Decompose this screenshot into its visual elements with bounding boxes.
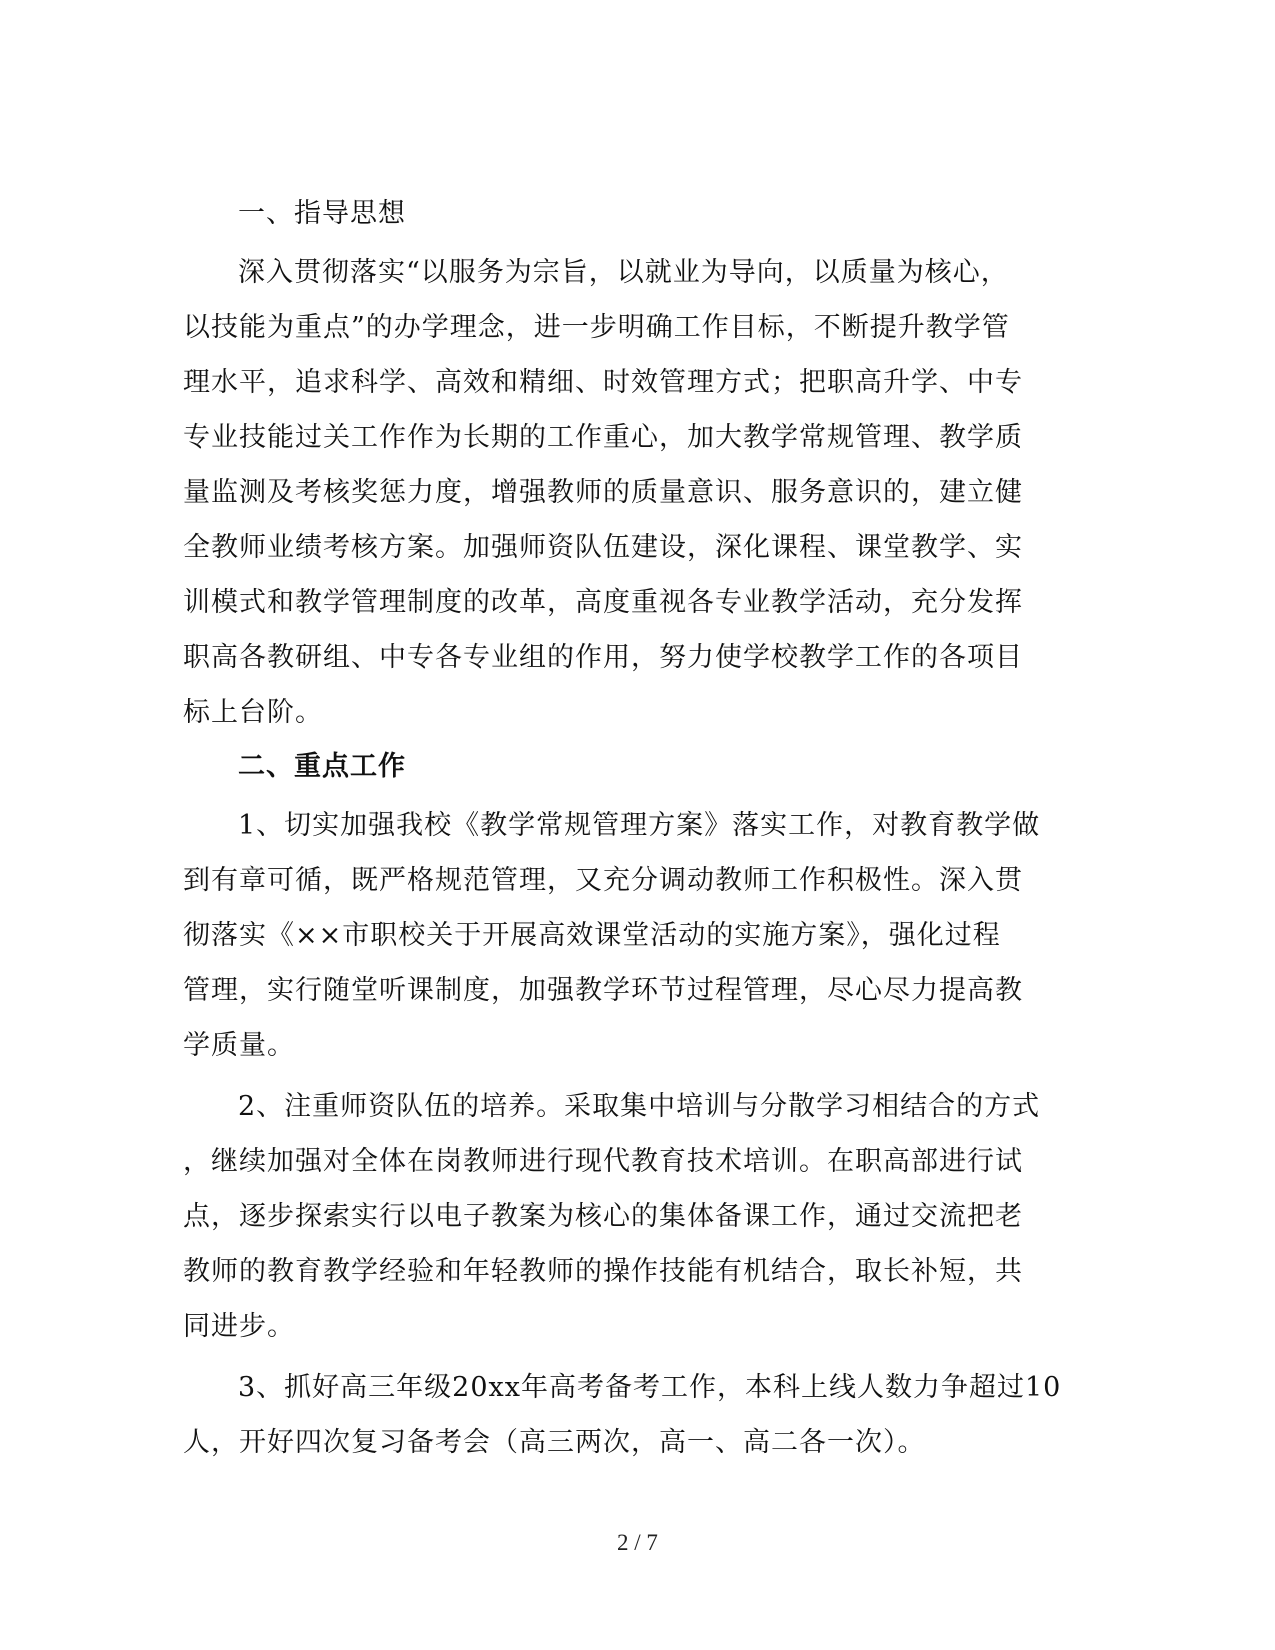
text-line: 全教师业绩考核方案。加强师资队伍建设，深化课程、课堂教学、实 [183,532,1023,563]
text-line: 职高各教研组、中专各专业组的作用，努力使学校教学工作的各项目 [183,642,1023,673]
text-line: 管理，实行随堂听课制度，加强教学环节过程管理，尽心尽力提高教 [183,975,1023,1006]
text-line: 3、抓好高三年级20xx年高考备考工作，本科上线人数力争超过10 [238,1372,1062,1403]
section-heading-key-work: 二、重点工作 [238,751,406,782]
text-line: 标上台阶。 [183,697,323,728]
text-line: 专业技能过关工作作为长期的工作重心，加大教学常规管理、教学质 [183,422,1023,453]
paragraph-item-2 [183,1079,1083,1354]
document-body [183,193,1083,1476]
text-line: 理水平，追求科学、高效和精细、时效管理方式；把职高升学、中专 [183,367,1023,398]
text-line: ，继续加强对全体在岗教师进行现代教育技术培训。在职高部进行试 [183,1146,1023,1177]
text-line: 量监测及考核奖惩力度，增强教师的质量意识、服务意识的，建立健 [183,477,1023,508]
text-line: 同进步。 [183,1311,295,1342]
page-number: 2 / 7 [617,1530,658,1555]
text-line: 教师的教育教学经验和年轻教师的操作技能有机结合，取长补短，共 [183,1256,1023,1287]
text-line: 彻落实《××市职校关于开展高效课堂活动的实施方案》，强化过程 [183,920,1001,951]
text-line: 学质量。 [183,1030,295,1061]
text-line: 以技能为重点”的办学理念，进一步明确工作目标，不断提升教学管 [183,312,1010,343]
paragraph-item-1 [183,798,1083,1073]
text-line: 训模式和教学管理制度的改革，高度重视各专业教学活动，充分发挥 [183,587,1023,618]
paragraph-item-3 [183,1360,1083,1470]
text-line: 到有章可循，既严格规范管理，又充分调动教师工作积极性。深入贯 [183,865,1023,896]
text-line: 1、切实加强我校《教学常规管理方案》落实工作，对教育教学做 [238,810,1041,841]
paragraph-guiding-ideology [183,245,1083,740]
text-line: 深入贯彻落实“以服务为宗旨，以就业为导向，以质量为核心， [238,257,1009,288]
text-line: 2、注重师资队伍的培养。采取集中培训与分散学习相结合的方式 [238,1091,1041,1122]
section-heading-guiding-ideology: 一、指导思想 [238,198,406,229]
text-line: 人，开好四次复习备考会（高三两次，高一、高二各一次）。 [183,1427,926,1458]
text-line: 点，逐步探索实行以电子教案为核心的集体备课工作，通过交流把老 [183,1201,1023,1232]
